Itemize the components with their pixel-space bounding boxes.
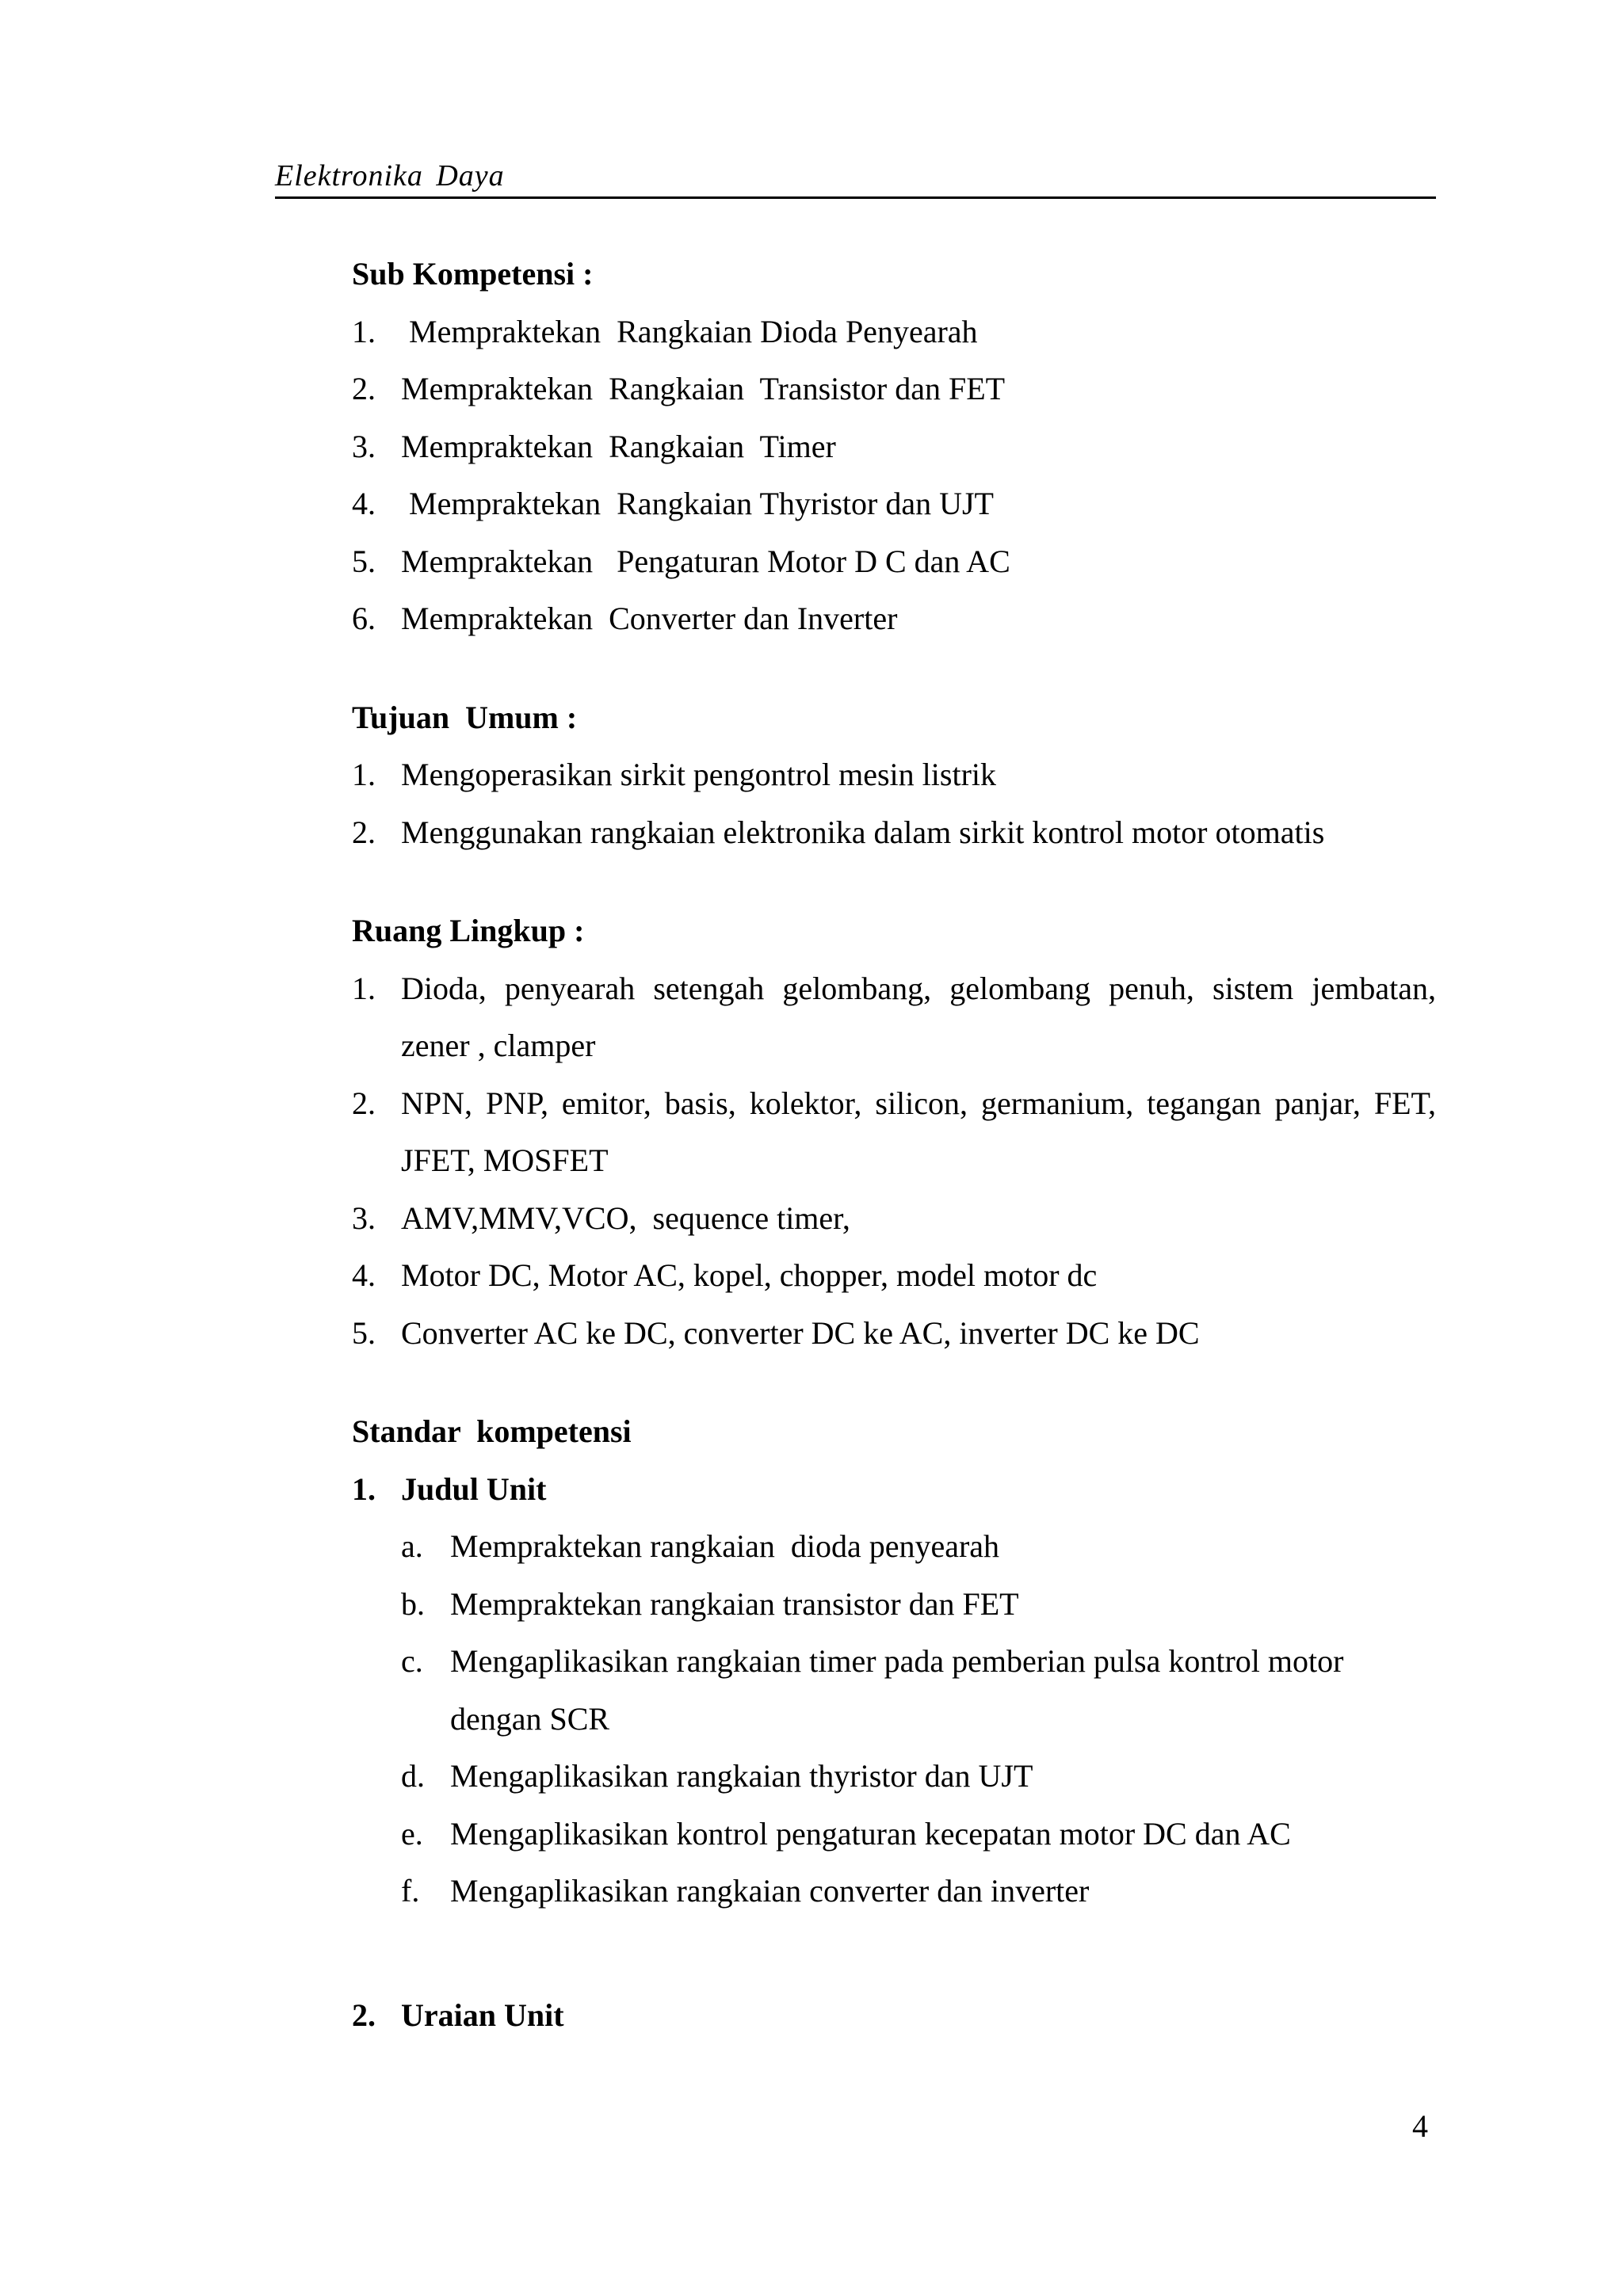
item-number: 1.: [352, 757, 376, 792]
section-ruang-lingkup: [352, 902, 1436, 1362]
list-item: [352, 360, 1436, 418]
item-letter: d.: [401, 1758, 425, 1794]
item-text: NPN, PNP, emitor, basis, kolektor, silicon, germanium, tegangan panjar, FET, JFET, MOSFET: [401, 1085, 1436, 1178]
judul-unit-label: Judul Unit: [401, 1470, 547, 1507]
item-number: 1.: [352, 970, 376, 1006]
section-spacer: [352, 1362, 1436, 1403]
tujuan-umum-list: [352, 746, 1436, 861]
item-text: Dioda, penyearah setengah gelombang, gelombang penuh, sistem jembatan, zener , clamper: [401, 970, 1436, 1063]
list-item: [352, 746, 1436, 804]
item-text: Mempraktekan Rangkaian Transistor dan FET: [401, 371, 1006, 406]
item-text: Mempraktekan Converter dan Inverter: [401, 601, 898, 636]
item-number: 3.: [352, 428, 376, 464]
item-number: 3.: [352, 1199, 376, 1236]
page-number: 4: [1412, 2108, 1428, 2144]
item-text: Mengaplikasikan rangkaian converter dan inverter: [450, 1873, 1090, 1909]
header-title: Elektronika Daya: [275, 159, 505, 193]
item-letter: b.: [401, 1585, 425, 1622]
item-text: Mempraktekan Rangkaian Dioda Penyearah: [401, 313, 978, 349]
list-item: [352, 475, 1436, 533]
item-number: 2.: [352, 1085, 376, 1121]
item-text: Converter AC ke DC, converter DC ke AC, inverter DC ke DC: [401, 1314, 1200, 1351]
list-item: [352, 1633, 1436, 1748]
item-text: Mempraktekan rangkaian transistor dan FET: [450, 1585, 1019, 1622]
list-item: [352, 303, 1436, 361]
list-item: [352, 418, 1436, 476]
item-text: Mengaplikasikan kontrol pengaturan kecepatan motor DC dan AC: [450, 1815, 1291, 1852]
item-letter: f.: [401, 1873, 420, 1909]
item-text: Mempraktekan Pengaturan Motor D C dan AC: [401, 543, 1010, 579]
item-number: 4.: [352, 486, 376, 521]
item-text: Mempraktekan rangkaian dioda penyearah: [450, 1528, 1000, 1564]
item-text: Mengoperasikan sirkit pengontrol mesin listrik: [401, 757, 996, 792]
ruang-lingkup-list: [352, 960, 1436, 1363]
item-number: 2.: [352, 814, 376, 850]
list-item: [352, 1247, 1436, 1305]
item-text: Mempraktekan Rangkaian Thyristor dan UJT: [401, 486, 994, 521]
item-number: 5.: [352, 1314, 376, 1351]
uraian-unit-label: Uraian Unit: [401, 1997, 564, 2033]
list-item: [352, 590, 1436, 648]
item-number: 5.: [352, 543, 376, 579]
document-body: [352, 246, 1436, 2044]
item-number: 4.: [352, 1257, 376, 1293]
item-letter: a.: [401, 1528, 423, 1564]
list-item: [352, 960, 1436, 1075]
list-item: [352, 533, 1436, 591]
item-text: Menggunakan rangkaian elektronika dalam sirkit kontrol motor otomatis: [401, 814, 1325, 850]
section-spacer: [352, 861, 1436, 902]
list-item: [352, 1863, 1436, 1920]
sub-kompetensi-list: [352, 303, 1436, 648]
list-item: [352, 1518, 1436, 1576]
standar-kompetensi-heading: Standar kompetensi: [352, 1413, 632, 1449]
item-text: Mengaplikasikan rangkaian timer pada pemberian pulsa kontrol motor dengan SCR: [450, 1643, 1344, 1737]
item-text: AMV,MMV,VCO, sequence timer,: [401, 1199, 850, 1236]
sub-kompetensi-heading: Sub Kompetensi :: [352, 256, 594, 292]
section-spacer: [352, 1920, 1436, 1987]
running-header: [275, 158, 1436, 199]
item-number: 1.: [352, 1470, 376, 1507]
section-sub-kompetensi: [352, 246, 1436, 648]
item-text: Mengaplikasikan rangkaian thyristor dan UJT: [450, 1758, 1033, 1794]
item-letter: c.: [401, 1643, 423, 1679]
list-item: [352, 1806, 1436, 1863]
list-item: [352, 1190, 1436, 1248]
item-number: 1.: [352, 313, 376, 349]
list-item: [352, 804, 1436, 862]
uraian-unit-list: [352, 1987, 1436, 2045]
item-number: 2.: [352, 371, 376, 406]
list-item: [352, 1576, 1436, 1634]
item-number: 2.: [352, 1997, 376, 2033]
item-text: Mempraktekan Rangkaian Timer: [401, 428, 836, 464]
judul-unit-item: [352, 1461, 1436, 1519]
tujuan-umum-heading: Tujuan Umum :: [352, 699, 578, 735]
list-item: [352, 1748, 1436, 1806]
section-tujuan-umum: [352, 689, 1436, 862]
uraian-unit-item: [352, 1987, 1436, 2045]
item-number: 6.: [352, 601, 376, 636]
ruang-lingkup-heading: Ruang Lingkup :: [352, 913, 585, 948]
item-letter: e.: [401, 1815, 423, 1852]
list-item: [352, 1305, 1436, 1363]
section-spacer: [352, 648, 1436, 689]
item-text: Motor DC, Motor AC, kopel, chopper, model motor dc: [401, 1257, 1098, 1293]
section-standar-kompetensi: [352, 1403, 1436, 2044]
standar-kompetensi-list: [352, 1461, 1436, 1519]
judul-unit-list: [352, 1518, 1436, 1920]
list-item: [352, 1075, 1436, 1190]
